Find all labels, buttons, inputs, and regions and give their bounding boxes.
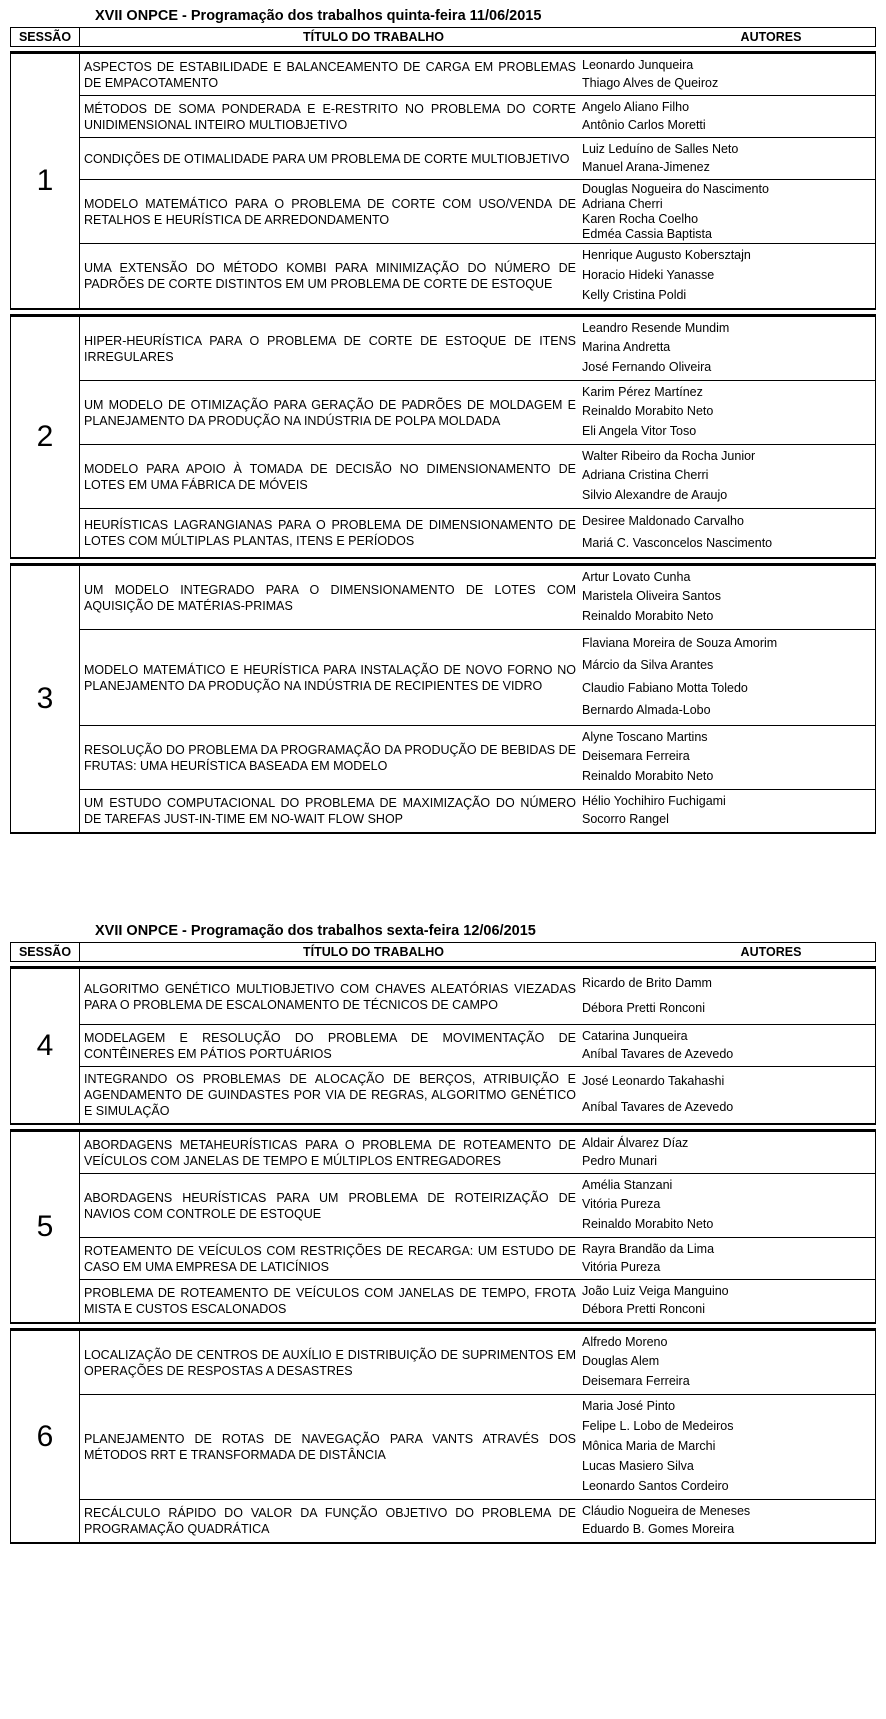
session-block	[10, 314, 876, 559]
author-name: Leonardo Junqueira	[582, 57, 694, 72]
author-name: Angelo Aliano Filho	[582, 99, 690, 114]
session-number: 4	[11, 969, 80, 1123]
author-name: Flaviana Moreira de Souza Amorim	[582, 635, 778, 650]
author-name: Claudio Fabiano Motta Toledo	[582, 680, 748, 695]
author-name: José Leonardo Takahashi	[582, 1074, 725, 1089]
author-name: Reinaldo Morabito Neto	[582, 404, 714, 419]
author-name: Eli Angela Vitor Toso	[582, 423, 697, 438]
work-title-text: UM MODELO DE OTIMIZAÇÃO PARA GERAÇÃO DE PADRÕES DE MOLDAGEM E PLANEJAMENTO DA PRODUÇÃO NA INDÚSTRIA DE POLPA MOLDADA	[84, 397, 576, 428]
session-works	[80, 566, 875, 832]
work-title-text: MODELO MATEMÁTICO PARA O PROBLEMA DE CORTE COM USO/VENDA DE RETALHOS E HEURÍSTICA DE ARREDONDAMENTO	[84, 196, 576, 227]
session-block	[10, 1328, 876, 1544]
author-name: Débora Pretti Ronconi	[582, 1302, 705, 1317]
work-title-text: INTEGRANDO OS PROBLEMAS DE ALOCAÇÃO DE BERÇOS, ATRIBUIÇÃO E AGENDAMENTO DE GUINDASTES POR VIA DE REGRAS, ALGORITMO GENÉTICO E SIMULAÇÃO	[84, 1072, 576, 1118]
work-authors	[580, 1280, 875, 1322]
work-authors	[580, 1395, 875, 1499]
work-row	[80, 630, 875, 726]
work-authors	[580, 54, 875, 95]
work-authors	[580, 244, 875, 308]
author-name: Mariá C. Vasconcelos Nascimento	[582, 535, 773, 550]
work-title-text: HIPER-HEURÍSTICA PARA O PROBLEMA DE CORTE DE ESTOQUE DE ITENS IRREGULARES	[84, 333, 576, 364]
author-name: Desiree Maldonado Carvalho	[582, 514, 744, 529]
work-title	[80, 1280, 580, 1322]
author-name: Catarina Junqueira	[582, 1028, 688, 1043]
author-name: Artur Lovato Cunha	[582, 570, 691, 585]
work-title-text: MODELO MATEMÁTICO E HEURÍSTICA PARA INSTALAÇÃO DE NOVO FORNO NO PLANEJAMENTO DA PRODUÇÃO NA INDÚSTRIA DE RECIPIENTES DE VIDRO	[84, 662, 576, 693]
work-title	[80, 445, 580, 508]
author-name: Antônio Carlos Moretti	[582, 117, 706, 132]
work-title-text: RESOLUÇÃO DO PROBLEMA DA PROGRAMAÇÃO DA PRODUÇÃO DE BEBIDAS DE FRUTAS: UMA HEURÍSTICA BASEADA EM MODELO	[84, 742, 576, 773]
author-name: Socorro Rangel	[582, 812, 669, 827]
author-name: Felipe L. Lobo de Medeiros	[582, 1419, 734, 1434]
author-name: Pedro Munari	[582, 1153, 658, 1168]
work-row	[80, 1025, 875, 1067]
work-title-text: MODELO PARA APOIO À TOMADA DE DECISÃO NO DIMENSIONAMENTO DE LOTES EM UMA FÁBRICA DE MÓVEIS	[84, 461, 576, 492]
author-name: Kelly Cristina Poldi	[582, 287, 687, 302]
session-works	[80, 317, 875, 557]
work-row	[80, 1238, 875, 1280]
work-title	[80, 381, 580, 444]
work-title-text: HEURÍSTICAS LAGRANGIANAS PARA O PROBLEMA DE DIMENSIONAMENTO DE LOTES COM MÚLTIPLAS PLANTAS, ITENS E PERÍODOS	[84, 518, 576, 548]
work-row	[80, 1331, 875, 1395]
session-block	[10, 966, 876, 1125]
author-name: Alfredo Moreno	[582, 1335, 668, 1350]
session-block	[10, 563, 876, 834]
work-authors	[580, 790, 875, 832]
session-works	[80, 1331, 875, 1542]
work-title-text: PLANEJAMENTO DE ROTAS DE NAVEGAÇÃO PARA VANTS ATRAVÉS DOS MÉTODOS RRT E TRANSFORMADA DE DISTÂNCIA	[84, 1432, 576, 1462]
work-title	[80, 1500, 580, 1542]
work-title	[80, 566, 580, 629]
work-row	[80, 566, 875, 630]
table-header	[10, 27, 876, 47]
session-works	[80, 1132, 875, 1322]
author-name: Aldair Álvarez Díaz	[582, 1135, 689, 1150]
work-title	[80, 317, 580, 380]
work-title-text: PROBLEMA DE ROTEAMENTO DE VEÍCULOS COM JANELAS DE TEMPO, FROTA MISTA E CUSTOS ESCALONADOS	[84, 1286, 576, 1316]
author-name: Vitória Pureza	[582, 1197, 661, 1212]
work-row	[80, 180, 875, 244]
session-number: 1	[11, 54, 80, 308]
work-row	[80, 244, 875, 308]
work-authors	[580, 180, 875, 243]
work-authors	[580, 96, 875, 137]
work-row	[80, 317, 875, 381]
author-name: Douglas Alem	[582, 1354, 660, 1369]
work-row	[80, 790, 875, 832]
work-title-text: UM ESTUDO COMPUTACIONAL DO PROBLEMA DE MAXIMIZAÇÃO DO NÚMERO DE TAREFAS JUST-IN-TIME EM NO-WAIT FLOW SHOP	[84, 796, 576, 826]
header-title: TÍTULO DO TRABALHO	[303, 30, 444, 44]
work-title	[80, 180, 580, 243]
author-name: Ricardo de Brito Damm	[582, 976, 712, 990]
work-title	[80, 1067, 580, 1123]
work-authors	[580, 630, 875, 725]
author-name: José Fernando Oliveira	[582, 359, 712, 374]
work-row	[80, 1280, 875, 1322]
author-name: Thiago Alves de Queiroz	[582, 75, 719, 90]
author-name: Márcio da Silva Arantes	[582, 658, 714, 673]
author-name: Bernardo Almada-Lobo	[582, 703, 711, 718]
author-name: Reinaldo Morabito Neto	[582, 768, 714, 783]
work-row	[80, 381, 875, 445]
author-name: Rayra Brandão da Lima	[582, 1241, 715, 1256]
day-schedule	[10, 5, 876, 834]
author-name: Hélio Yochihiro Fuchigami	[582, 793, 726, 808]
author-name: Vitória Pureza	[582, 1259, 661, 1274]
work-row	[80, 1174, 875, 1238]
author-name: Adriana Cherri	[582, 197, 663, 211]
work-title-text: ALGORITMO GENÉTICO MULTIOBJETIVO COM CHAVES ALEATÓRIAS VIEZADAS PARA O PROBLEMA DE ESCALONAMENTO DE TÉCNICOS DE CAMPO	[84, 981, 576, 1012]
work-title-text: CONDIÇÕES DE OTIMALIDADE PARA UM PROBLEMA DE CORTE MULTIOBJETIVO	[84, 151, 570, 166]
work-row	[80, 1132, 875, 1174]
session-block	[10, 51, 876, 310]
work-authors	[580, 1238, 875, 1279]
work-title	[80, 630, 580, 725]
work-title	[80, 726, 580, 789]
work-row	[80, 445, 875, 509]
author-name: Cláudio Nogueira de Meneses	[582, 1503, 751, 1518]
author-name: Eduardo B. Gomes Moreira	[582, 1522, 735, 1537]
work-title	[80, 1132, 580, 1173]
day-title: XVII ONPCE - Programação dos trabalhos quinta-feira 11/06/2015	[95, 8, 542, 24]
work-title-text: MÉTODOS DE SOMA PONDERADA E E-RESTRITO NO PROBLEMA DO CORTE UNIDIMENSIONAL INTEIRO MULTIOBJETIVO	[84, 101, 576, 132]
author-name: Edméa Cassia Baptista	[582, 227, 712, 241]
author-name: Maria José Pinto	[582, 1399, 676, 1414]
author-name: Walter Ribeiro da Rocha Junior	[582, 449, 756, 464]
author-name: Alyne Toscano Martins	[582, 730, 708, 745]
work-title	[80, 509, 580, 557]
session-number: 2	[11, 317, 80, 557]
work-authors	[580, 566, 875, 629]
work-authors	[580, 317, 875, 380]
day-title: XVII ONPCE - Programação dos trabalhos sexta-feira 12/06/2015	[95, 923, 536, 939]
work-title-text: UMA EXTENSÃO DO MÉTODO KOMBI PARA MINIMIZAÇÃO DO NÚMERO DE PADRÕES DE CORTE DISTINTOS EM UM PROBLEMA DE CORTE DE ESTOQUE	[84, 261, 576, 291]
author-name: Silvio Alexandre de Araujo	[582, 487, 728, 502]
work-row	[80, 726, 875, 790]
work-authors	[580, 1067, 875, 1123]
header-authors: AUTORES	[740, 30, 802, 44]
author-name: Reinaldo Morabito Neto	[582, 1216, 714, 1231]
work-title	[80, 1174, 580, 1237]
work-authors	[580, 1132, 875, 1173]
work-title	[80, 1331, 580, 1394]
header-session: SESSÃO	[11, 28, 80, 46]
header-authors: AUTORES	[740, 945, 802, 959]
work-authors	[580, 1174, 875, 1237]
work-authors	[580, 445, 875, 508]
author-name: Adriana Cristina Cherri	[582, 468, 709, 483]
header-session: SESSÃO	[11, 943, 80, 961]
author-name: Manuel Arana-Jimenez	[582, 159, 710, 174]
work-authors	[580, 969, 875, 1024]
work-title	[80, 138, 580, 179]
work-title-text: MODELAGEM E RESOLUÇÃO DO PROBLEMA DE MOVIMENTAÇÃO DE CONTÊINERES EM PÁTIOS PORTUÁRIOS	[84, 1030, 576, 1061]
work-authors	[580, 381, 875, 444]
work-authors	[580, 509, 875, 557]
work-row	[80, 96, 875, 138]
author-name: Marina Andretta	[582, 340, 671, 355]
work-title	[80, 1025, 580, 1066]
work-title-text: ASPECTOS DE ESTABILIDADE E BALANCEAMENTO DE CARGA EM PROBLEMAS DE EMPACOTAMENTO	[84, 59, 576, 90]
session-works	[80, 54, 875, 308]
work-title	[80, 96, 580, 137]
author-name: Amélia Stanzani	[582, 1178, 673, 1193]
work-title-text: ROTEAMENTO DE VEÍCULOS COM RESTRIÇÕES DE RECARGA: UM ESTUDO DE CASO EM UMA EMPRESA DE LATICÍNIOS	[84, 1243, 576, 1274]
author-name: Leonardo Santos Cordeiro	[582, 1478, 729, 1493]
day-schedule	[10, 920, 876, 1544]
work-title	[80, 1238, 580, 1279]
author-name: Reinaldo Morabito Neto	[582, 608, 714, 623]
author-name: Luiz Leduíno de Salles Neto	[582, 141, 739, 156]
work-authors	[580, 1331, 875, 1394]
work-authors	[580, 138, 875, 179]
work-authors	[580, 1500, 875, 1542]
work-row	[80, 509, 875, 557]
session-number: 3	[11, 566, 80, 832]
work-title	[80, 244, 580, 308]
author-name: Débora Pretti Ronconi	[582, 1001, 705, 1015]
header-title: TÍTULO DO TRABALHO	[303, 945, 444, 959]
work-title	[80, 1395, 580, 1499]
author-name: Aníbal Tavares de Azevedo	[582, 1046, 734, 1061]
author-name: Horacio Hideki Yanasse	[582, 267, 715, 282]
author-name: Maristela Oliveira Santos	[582, 589, 721, 604]
work-title-text: RECÁLCULO RÁPIDO DO VALOR DA FUNÇÃO OBJETIVO DO PROBLEMA DE PROGRAMAÇÃO QUADRÁTICA	[84, 1506, 576, 1536]
author-name: Deisemara Ferreira	[582, 1373, 690, 1388]
work-authors	[580, 726, 875, 789]
work-row	[80, 1067, 875, 1123]
author-name: Deisemara Ferreira	[582, 749, 690, 764]
work-row	[80, 1500, 875, 1542]
work-row	[80, 54, 875, 96]
work-title-text: ABORDAGENS METAHEURÍSTICAS PARA O PROBLEMA DE ROTEAMENTO DE VEÍCULOS COM JANELAS DE TEMPO E MÚLTIPLOS ENTREGADORES	[84, 1137, 576, 1168]
author-name: Karen Rocha Coelho	[582, 212, 699, 226]
session-block	[10, 1129, 876, 1324]
work-title	[80, 969, 580, 1024]
work-title	[80, 54, 580, 95]
work-row	[80, 1395, 875, 1500]
author-name: Lucas Masiero Silva	[582, 1458, 694, 1473]
work-authors	[580, 1025, 875, 1066]
author-name: João Luiz Veiga Manguino	[582, 1283, 729, 1298]
work-row	[80, 969, 875, 1025]
author-name: Karim Pérez Martínez	[582, 385, 703, 400]
author-name: Douglas Nogueira do Nascimento	[582, 182, 769, 196]
author-name: Henrique Augusto Kobersztajn	[582, 248, 751, 263]
work-title-text: UM MODELO INTEGRADO PARA O DIMENSIONAMENTO DE LOTES COM AQUISIÇÃO DE MATÉRIAS-PRIMAS	[84, 582, 576, 613]
session-number: 5	[11, 1132, 80, 1322]
session-works	[80, 969, 875, 1123]
author-name: Mônica Maria de Marchi	[582, 1438, 716, 1453]
table-header	[10, 942, 876, 962]
work-title-text: ABORDAGENS HEURÍSTICAS PARA UM PROBLEMA DE ROTEIRIZAÇÃO DE NAVIOS COM CONTROLE DE ESTOQUE	[84, 1190, 576, 1221]
work-title	[80, 790, 580, 832]
author-name: Leandro Resende Mundim	[582, 321, 730, 336]
author-name: Aníbal Tavares de Azevedo	[582, 1099, 734, 1114]
work-row	[80, 138, 875, 180]
session-number: 6	[11, 1331, 80, 1542]
work-title-text: LOCALIZAÇÃO DE CENTROS DE AUXÍLIO E DISTRIBUIÇÃO DE SUPRIMENTOS EM OPERAÇÕES DE RESPOSTAS A DESASTRES	[84, 1347, 576, 1378]
